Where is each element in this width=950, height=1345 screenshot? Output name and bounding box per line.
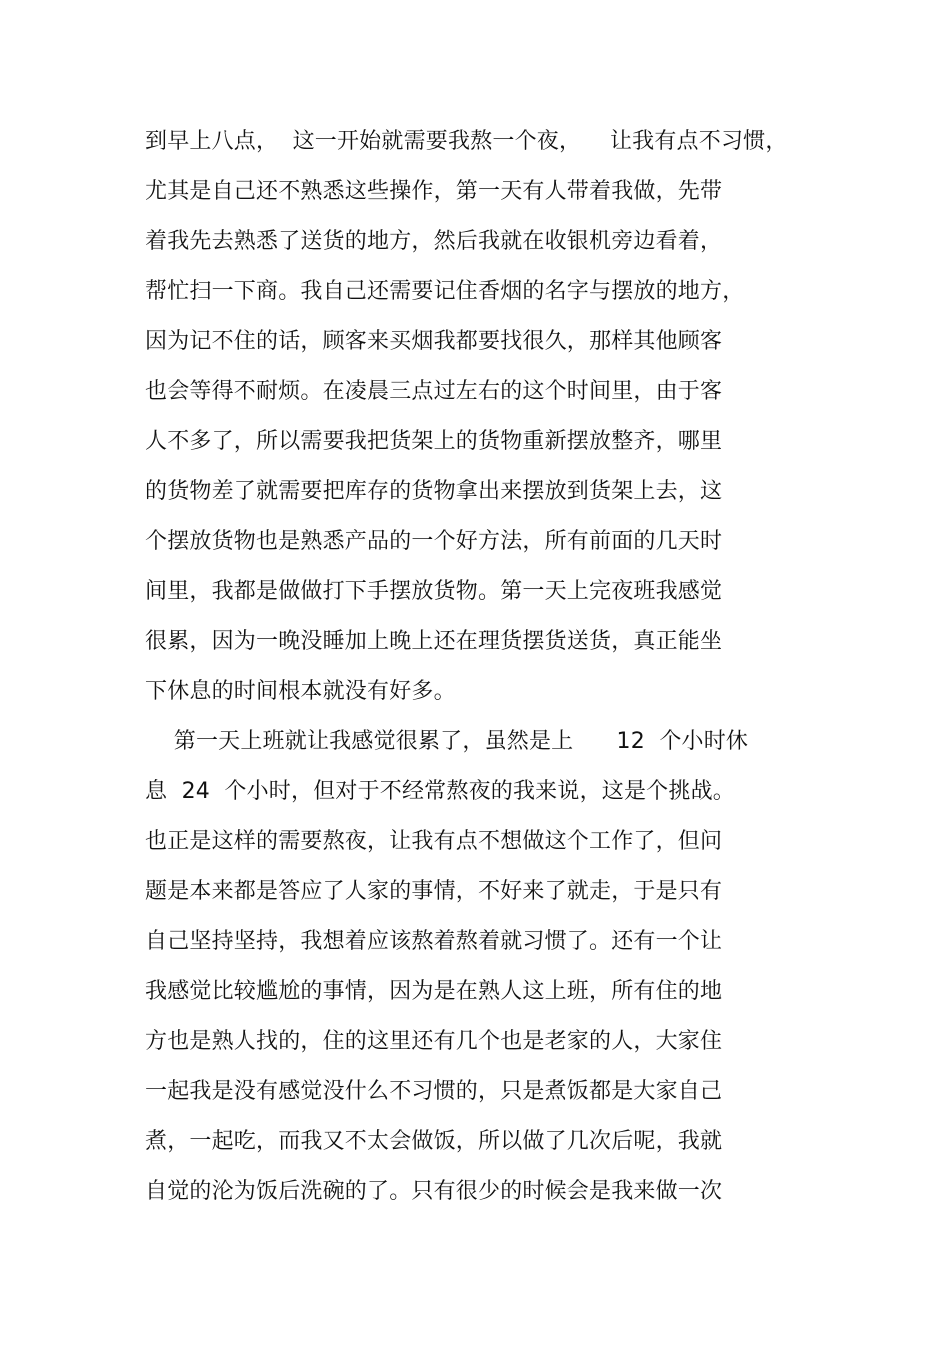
text-line: 着我先去熟悉了送货的地方，然后我就在收银机旁边看着， bbox=[145, 229, 723, 254]
text-line: 方也是熟人找的，住的这里还有几个也是老家的人，大家住 bbox=[145, 1029, 723, 1054]
text-line: 息 24 个小时，但对于不经常熬夜的我来说，这是个挑战。 bbox=[145, 779, 735, 804]
text-line: 尤其是自己还不熟悉这些操作，第一天有人带着我做，先带 bbox=[145, 179, 723, 204]
text-line: 下休息的时间根本就没有好多。 bbox=[145, 679, 456, 704]
text-line: 到早上八点， 这一开始就需要我熬一个夜， 让我有点不习惯， bbox=[145, 129, 788, 154]
text-line: 煮，一起吃，而我又不太会做饭，所以做了几次后呢，我就 bbox=[145, 1129, 723, 1154]
text-line: 自觉的沦为饭后洗碗的了。只有很少的时候会是我来做一次 bbox=[145, 1179, 723, 1204]
text-line: 因为记不住的话，顾客来买烟我都要找很久，那样其他顾客 bbox=[145, 329, 723, 354]
text-line: 个摆放货物也是熟悉产品的一个好方法，所有前面的几天时 bbox=[145, 529, 723, 554]
text-line: 一起我是没有感觉没什么不习惯的，只是煮饭都是大家自己 bbox=[145, 1079, 723, 1104]
text-line: 帮忙扫一下商。我自己还需要记住香烟的名字与摆放的地方， bbox=[145, 279, 745, 304]
text-line: 题是本来都是答应了人家的事情，不好来了就走，于是只有 bbox=[145, 879, 723, 904]
text-line: 第一天上班就让我感觉很累了，虽然是上 12 个小时休 bbox=[145, 729, 749, 754]
text-line: 间里，我都是做做打下手摆放货物。第一天上完夜班我感觉 bbox=[145, 579, 723, 604]
text-line: 自己坚持坚持，我想着应该熬着熬着就习惯了。还有一个让 bbox=[145, 929, 723, 954]
text-line: 我感觉比较尴尬的事情，因为是在熟人这上班，所有住的地 bbox=[145, 979, 723, 1004]
text-line: 也正是这样的需要熬夜，让我有点不想做这个工作了，但问 bbox=[145, 829, 723, 854]
text-line: 的货物差了就需要把库存的货物拿出来摆放到货架上去，这 bbox=[145, 479, 723, 504]
text-line: 人不多了，所以需要我把货架上的货物重新摆放整齐，哪里 bbox=[145, 429, 723, 454]
text-line: 也会等得不耐烦。在凌晨三点过左右的这个时间里，由于客 bbox=[145, 379, 723, 404]
text-line: 很累，因为一晚没睡加上晚上还在理货摆货送货，真正能坐 bbox=[145, 629, 723, 654]
